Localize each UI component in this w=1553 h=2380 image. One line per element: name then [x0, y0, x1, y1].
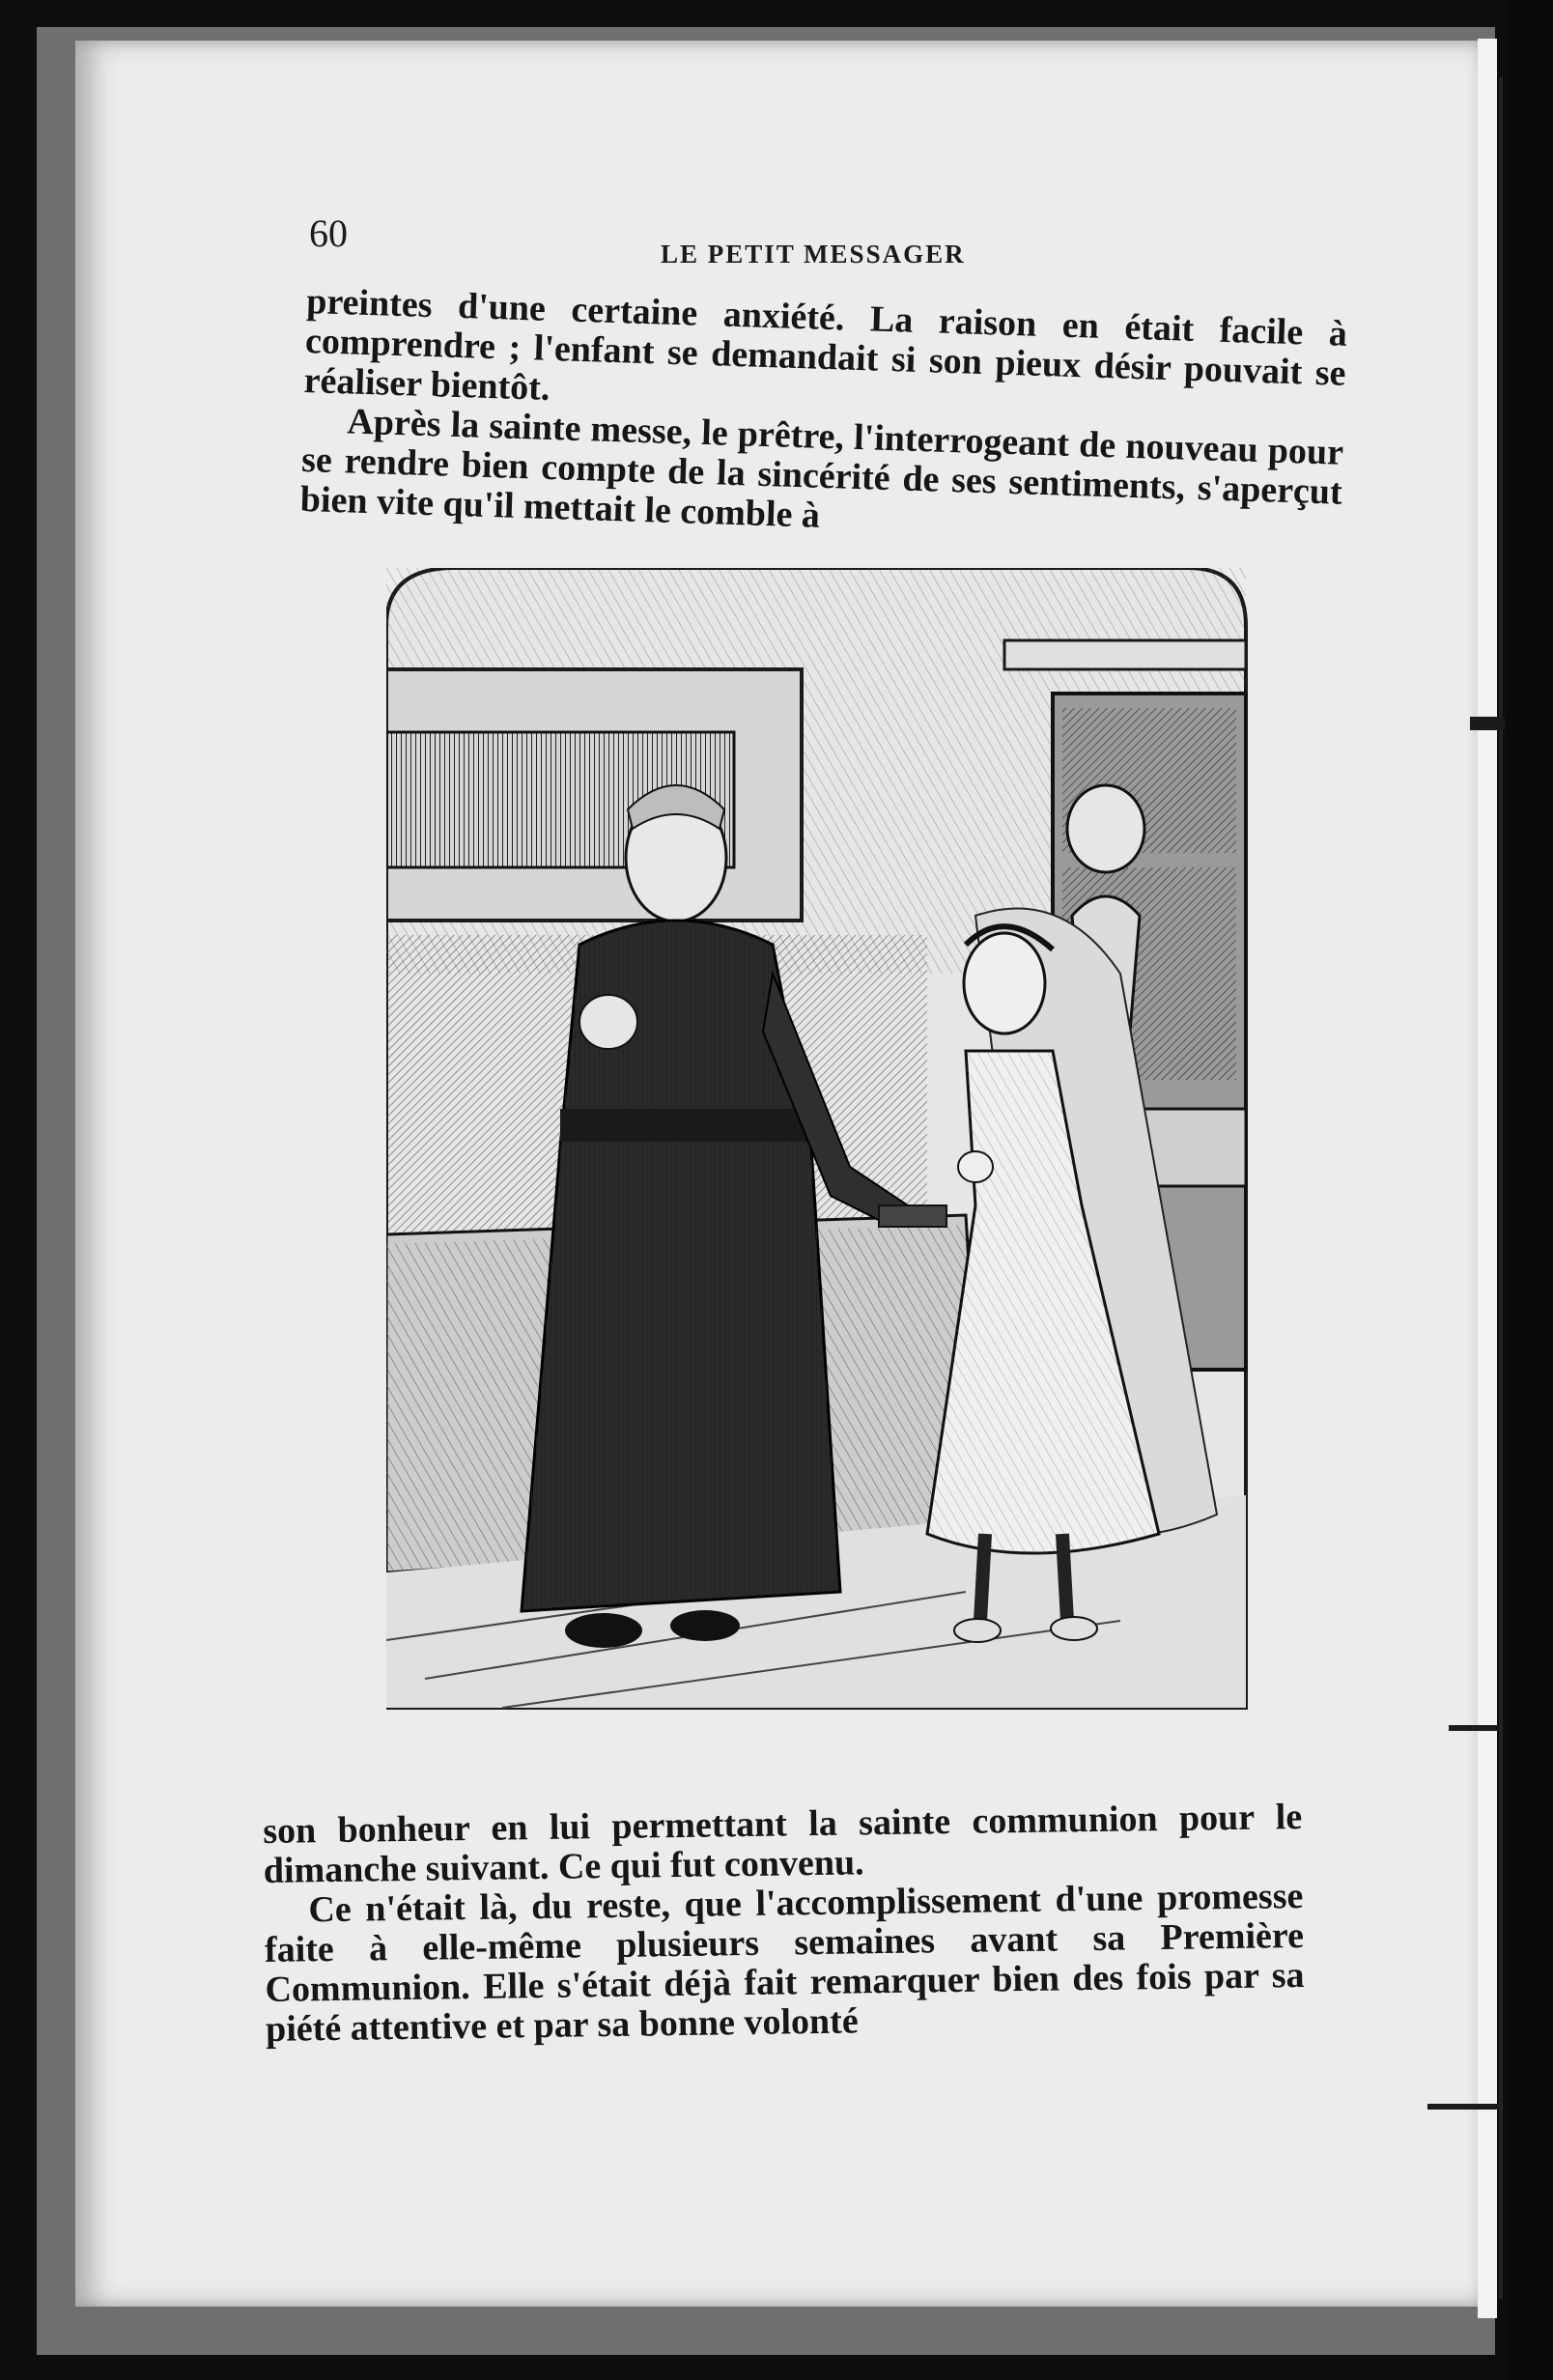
binding-line — [1499, 77, 1503, 2299]
scan-border — [1507, 0, 1553, 2380]
page-number: 60 — [309, 212, 348, 255]
binding-stitch — [1449, 1725, 1497, 1731]
text-block-top — [299, 282, 1347, 552]
text-block-bottom — [263, 1798, 1305, 2050]
running-title: LE PETIT MESSAGER — [661, 240, 966, 269]
paragraph: Après la sainte messe, le prêtre, l'interrogeant de nouveau pour se rendre bien compte de la sincérité de ses sentiments, s'aperçut bien vite qu'il mettait le comble à — [299, 401, 1344, 536]
paragraph: son bonheur en lui permettant la sainte communion pour le dimanche suivant. Ce qui fut convenu. — [262, 1796, 1303, 1891]
binding-stitch — [1427, 2104, 1499, 2110]
paragraph: Ce n'était là, du reste, que l'accomplissement d'une promesse faite à elle-même plusieurs semaines avant sa Première Communion. Elle s'était déjà fait remarquer bien des fois par sa piété attentive et par sa bonne volonté — [264, 1875, 1305, 2050]
page-gutter — [1478, 39, 1497, 2318]
wall-painting — [386, 669, 802, 921]
book-on-table — [879, 1205, 946, 1227]
paragraph: preintes d'une certaine anxiété. La raison en était facile à comprendre ; l'enfant se demandait si son pieux désir pouvait se réaliser bientôt. — [303, 281, 1348, 409]
engraving-illustration — [386, 568, 1256, 1746]
binding-stitch — [1470, 717, 1505, 730]
